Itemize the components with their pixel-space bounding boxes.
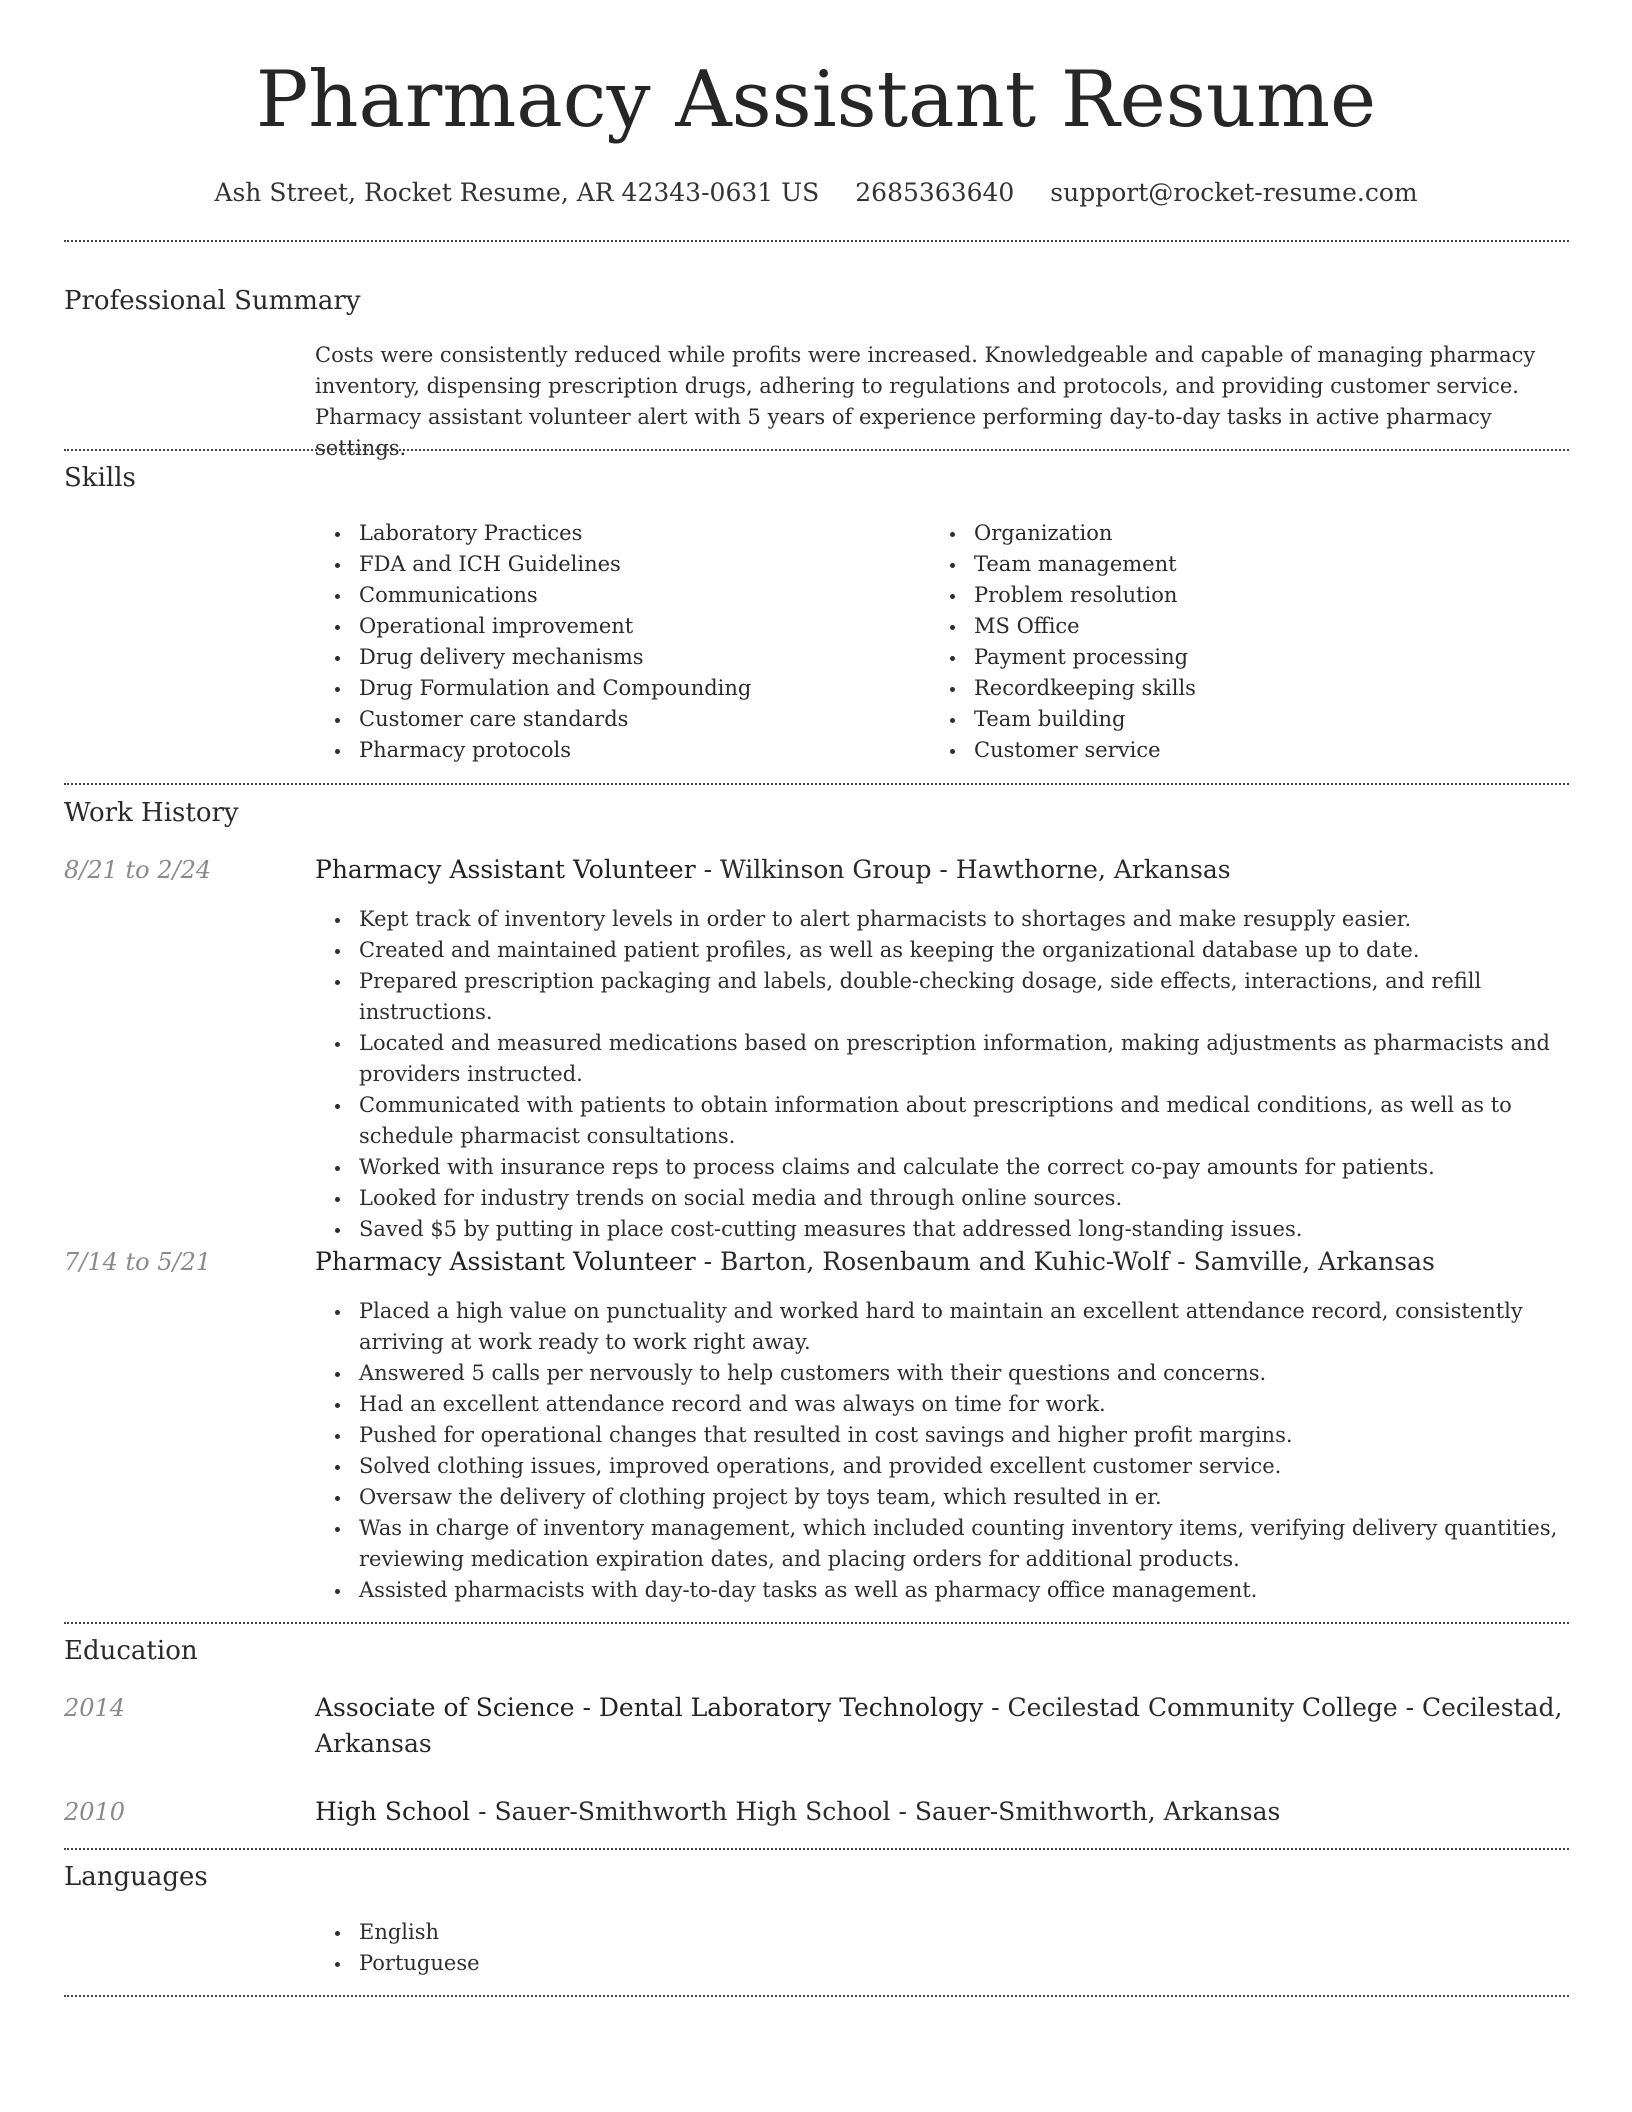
contact-line: [0, 176, 1632, 210]
contact-address: Ash Street, Rocket Resume, AR 42343-0631 US: [214, 178, 820, 207]
education-school: - Sauer-Smithworth High School - Sauer-Smithworth, Arkansas: [470, 1797, 1281, 1826]
divider: [64, 1848, 1569, 1850]
job-bullet: Was in charge of inventory management, which included counting inventory items, verifying delivery quantities, reviewing medication expiration dates, and placing orders for additional products.: [359, 1513, 1569, 1575]
education-year: 2010: [64, 1798, 126, 1826]
job-bullet: Placed a high value on punctuality and worked hard to maintain an excellent attendance record, consistently arriving at work ready to work right away.: [359, 1296, 1569, 1358]
education-entry: [315, 1794, 1569, 1830]
skill-item: Customer service: [974, 735, 1530, 766]
skill-item: Drug Formulation and Compounding: [359, 673, 915, 704]
job-title-line: [315, 1244, 1569, 1280]
job-employer: - Wilkinson Group - Hawthorne, Arkansas: [695, 855, 1231, 884]
job-bullet: Created and maintained patient profiles, as well as keeping the organizational database up to date.: [359, 935, 1569, 966]
education-degree: High School: [315, 1797, 471, 1826]
job-bullets: [315, 904, 1569, 1245]
job-bullet: Prepared prescription packaging and labels, double-checking dosage, side effects, interactions, and refill instructions.: [359, 966, 1569, 1028]
languages-list: [315, 1917, 1569, 1979]
section-label-work: Work History: [64, 798, 239, 828]
skills-list-left: [315, 518, 915, 766]
skills-list-right: [930, 518, 1530, 766]
job-bullet: Communicated with patients to obtain information about prescriptions and medical conditions, as well as to schedule pharmacist consultations.: [359, 1090, 1569, 1152]
skill-item: Drug delivery mechanisms: [359, 642, 915, 673]
divider: [64, 783, 1569, 785]
job-bullet: Had an excellent attendance record and was always on time for work.: [359, 1389, 1569, 1420]
job-bullets: [315, 1296, 1569, 1606]
job-title: Pharmacy Assistant Volunteer: [315, 1247, 696, 1276]
language-item: English: [359, 1917, 1569, 1948]
education-degree: Associate of Science - Dental Laboratory Technology: [315, 1693, 984, 1722]
section-label-skills: Skills: [64, 463, 136, 493]
contact-phone: 2685363640: [855, 178, 1015, 207]
divider: [64, 240, 1569, 242]
section-label-languages: Languages: [64, 1862, 208, 1892]
job-employer: - Barton, Rosenbaum and Kuhic-Wolf - Samville, Arkansas: [695, 1247, 1435, 1276]
education-entry: [315, 1690, 1569, 1762]
skill-item: Pharmacy protocols: [359, 735, 915, 766]
job-bullet: Solved clothing issues, improved operations, and provided excellent customer service.: [359, 1451, 1569, 1482]
skill-item: Operational improvement: [359, 611, 915, 642]
skill-item: Laboratory Practices: [359, 518, 915, 549]
job-bullet: Answered 5 calls per nervously to help customers with their questions and concerns.: [359, 1358, 1569, 1389]
section-label-education: Education: [64, 1636, 198, 1666]
skill-item: FDA and ICH Guidelines: [359, 549, 915, 580]
skill-item: Problem resolution: [974, 580, 1530, 611]
contact-email: support@rocket-resume.com: [1050, 178, 1418, 207]
skill-item: MS Office: [974, 611, 1530, 642]
resume-header: [0, 0, 1632, 210]
job-dates: 7/14 to 5/21: [64, 1248, 212, 1276]
skill-item: Recordkeeping skills: [974, 673, 1530, 704]
language-item: Portuguese: [359, 1948, 1569, 1979]
skill-item: Organization: [974, 518, 1530, 549]
job-title: Pharmacy Assistant Volunteer: [315, 855, 696, 884]
job-bullet: Looked for industry trends on social media and through online sources.: [359, 1183, 1569, 1214]
section-label-summary: Professional Summary: [64, 286, 361, 316]
job-bullet: Oversaw the delivery of clothing project by toys team, which resulted in er.: [359, 1482, 1569, 1513]
divider: [64, 1995, 1569, 1997]
resume-title: Pharmacy Assistant Resume: [255, 55, 1377, 145]
job-bullet: Located and measured medications based on prescription information, making adjustments as pharmacists and providers instructed.: [359, 1028, 1569, 1090]
divider: [64, 449, 1569, 451]
skill-item: Customer care standards: [359, 704, 915, 735]
education-year: 2014: [64, 1694, 126, 1722]
job-dates: 8/21 to 2/24: [64, 856, 212, 884]
divider: [64, 1622, 1569, 1624]
education-school: - Cecilestad Community College - Cecilestad, Arkansas: [315, 1693, 1563, 1758]
job-bullet: Pushed for operational changes that resulted in cost savings and higher profit margins.: [359, 1420, 1569, 1451]
job-bullet: Assisted pharmacists with day-to-day tasks as well as pharmacy office management.: [359, 1575, 1569, 1606]
skill-item: Payment processing: [974, 642, 1530, 673]
job-bullet: Saved $5 by putting in place cost-cutting measures that addressed long-standing issues.: [359, 1214, 1569, 1245]
job-title-line: [315, 852, 1569, 888]
job-bullet: Kept track of inventory levels in order to alert pharmacists to shortages and make resupply easier.: [359, 904, 1569, 935]
job-bullet: Worked with insurance reps to process claims and calculate the correct co-pay amounts for patients.: [359, 1152, 1569, 1183]
skill-item: Communications: [359, 580, 915, 611]
summary-text: Costs were consistently reduced while profits were increased. Knowledgeable and capable of managing pharmacy inventory, dispensing prescription drugs, adhering to regulations and protocols, and providing customer service. Pharmacy assistant volunteer alert with 5 years of experience performing day-to-day tasks in active pharmacy settings.: [315, 343, 1536, 460]
skill-item: Team management: [974, 549, 1530, 580]
skill-item: Team building: [974, 704, 1530, 735]
